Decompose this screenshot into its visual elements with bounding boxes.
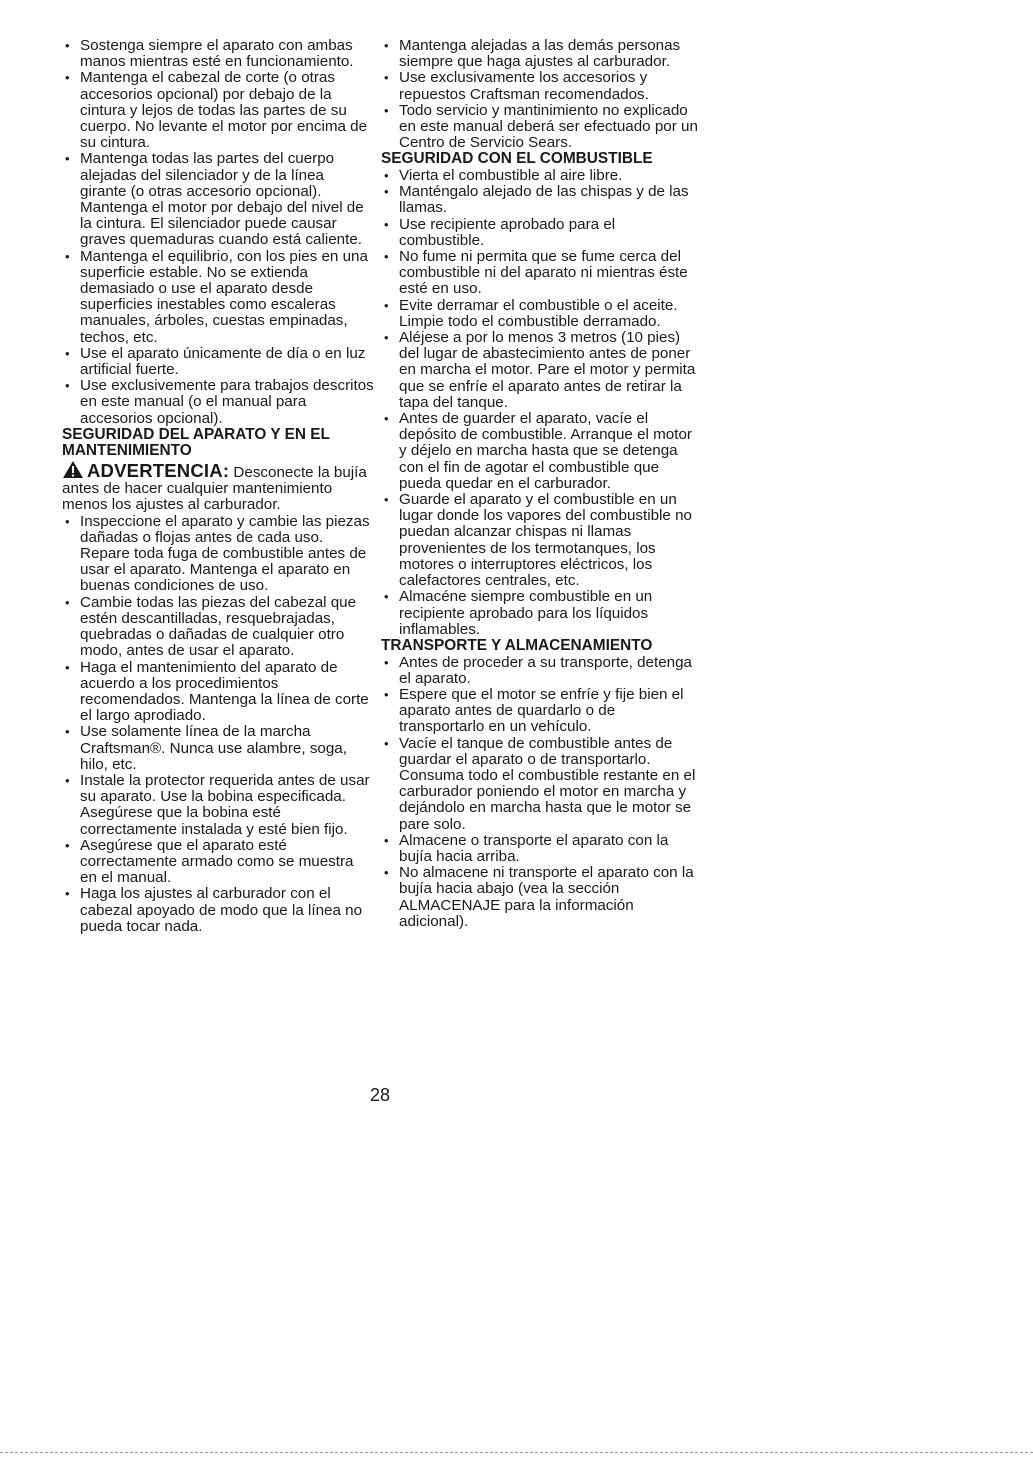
list-item: • No fume ni permita que se fume cerca del combustible ni del aparato ni mientras éste esté en uso. [381,249,703,298]
list-item: • Cambie todas las piezas del cabezal que estén descantilladas, resquebrajadas, quebradas o dañadas de cualquier otro modo, antes de usar el aparato. [62,595,374,660]
list-item: • Espere que el motor se enfríe y fije bien el aparato antes de quardarlo o de transportarlo en un vehículo. [381,687,703,736]
list-item: • Mantenga alejadas a las demás personas siempre que haga ajustes al carburador. [381,38,703,70]
warning-title: ADVERTENCIA: [87,460,230,482]
section-heading-maintenance: SEGURIDAD DEL APARATO Y EN EL MANTENIMIENTO [62,425,330,460]
safety-list-maintenance [62,514,374,935]
list-item: • Haga el mantenimiento del aparato de acuerdo a los procedimientos recomendados. Mantenga la línea de corte el largo aprodiado. [62,660,374,725]
list-item: • Almacéne siempre combustible en un recipiente aprobado para los líquidos inflamables. [381,589,703,638]
list-item: • Use el aparato únicamente de día o en luz artificial fuerte. [62,346,374,378]
section-heading-transport: TRANSPORTE Y ALMACENAMIENTO [381,636,653,654]
list-item: • Use exclusivemente para trabajos descritos en este manual (o el manual para accesorios opcional). [62,378,374,427]
list-item: • Use recipiente aprobado para el combustible. [381,217,703,249]
list-item: • Haga los ajustes al carburador con el cabezal apoyado de modo que la línea no pueda tocar nada. [62,886,374,935]
list-item: • Evite derramar el combustible o el aceite. Limpie todo el combustible derramado. [381,298,703,330]
list-item: • Antes de proceder a su transporte, detenga el aparato. [381,655,703,687]
list-item: • Use exclusivamente los accesorios y repuestos Craftsman recomendados. [381,70,703,102]
warning-text: Desconecte la bujía antes de hacer cualquier mantenimiento menos los ajustes al carburador. [62,464,367,514]
safety-list-transport [381,655,703,930]
warning-triangle-icon [62,460,84,479]
list-item: • Aléjese a por lo menos 3 metros (10 pies) del lugar de abastecimiento antes de poner en marcha el motor. Pare el motor y permita que se enfríe el aparato antes de retirar la tapa del tanque. [381,330,703,411]
list-item: • Asegúrese que el aparato esté correctamente armado como se muestra en el manual. [62,838,374,887]
list-item: • Manténgalo alejado de las chispas y de las llamas. [381,184,703,216]
list-item: • Vierta el combustible al aire libre. [381,168,703,184]
safety-list-general [62,38,374,427]
list-item: • Sostenga siempre el aparato con ambas manos mientras esté en funcionamiento. [62,38,374,70]
safety-list-fuel [381,168,703,638]
list-item: • Mantenga el cabezal de corte (o otras accesorios opcional) por debajo de la cintura y lejos de todas las partes de su cuerpo. No levante el motor por encima de su cintura. [62,70,374,151]
safety-list-service [381,38,703,151]
list-item: • Todo servicio y mantinimiento no explicado en este manual deberá ser efectuado por un Centro de Servicio Sears. [381,103,703,152]
warning-paragraph [62,460,374,514]
section-heading-fuel: SEGURIDAD CON EL COMBUSTIBLE [381,150,653,168]
list-item: • No almacene ni transporte el aparato con la bujía hacia abajo (vea la sección ALMACENAJE para la información adicional). [381,865,703,930]
right-column [381,38,703,930]
list-item: • Inspeccione el aparato y cambie las piezas dañadas o flojas antes de cada uso. Repare toda fuga de combustible antes de usar el aparato. Mantenga el aparato en buenas condiciones de uso. [62,514,374,595]
left-column [62,38,374,935]
list-item: • Almacene o transporte el aparato con la bujía hacia arriba. [381,833,703,865]
list-item: • Use solamente línea de la marcha Craftsman®. Nunca use alambre, soga, hilo, etc. [62,724,374,773]
page-edge-rule [0,1452,1033,1453]
warning-label [62,460,229,481]
list-item: • Guarde el aparato y el combustible en un lugar donde los vapores del combustible no puedan alcanzar chispas ni llamas provenientes de los termotanques, los motores o interruptores eléctricos, los calefactores centrales, etc. [381,492,703,589]
list-item: • Mantenga el equilibrio, con los pies en una superficie estable. No se extienda demasiado o use el aparato desde superficies inestables como escaleras manuales, árboles, cuestas empinadas, techos, etc. [62,249,374,346]
list-item: • Instale la protector requerida antes de usar su aparato. Use la bobina especificada. Asegúrese que la bobina esté correctamente instalada y esté bien fijo. [62,773,374,838]
list-item: • Antes de guarder el aparato, vacíe el depósito de combustible. Arranque el motor y déjelo en marcha hasta que se detenga con el fin de agotar el combustible que pueda quedar en el carburador. [381,411,703,492]
list-item: • Mantenga todas las partes del cuerpo alejadas del silenciador y de la línea girante (o otras accesorio opcional). Mantenga el motor por debajo del nivel de la cintura. El silenciador puede causar graves quemaduras cuando está caliente. [62,151,374,248]
list-item: • Vacíe el tanque de combustible antes de guardar el aparato o de transportarlo. Consuma todo el combustible restante en el carburador poniendo el motor en marcha y dejándolo en marcha hasta que le motor se pare solo. [381,736,703,833]
page-number: 28 [369,1085,391,1105]
